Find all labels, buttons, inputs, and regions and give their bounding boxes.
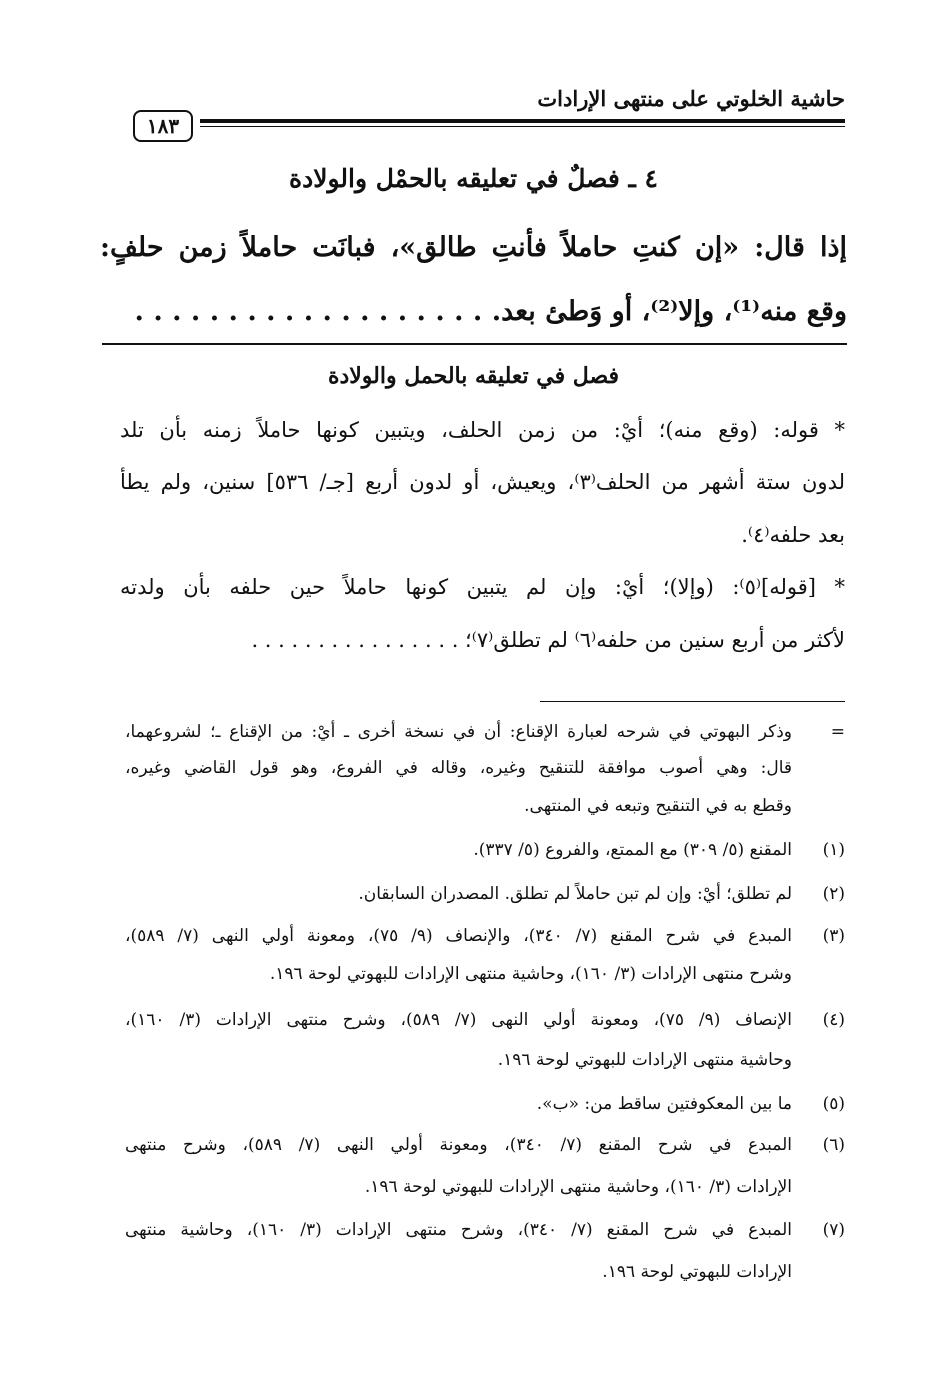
footnote-line: المبدع في شرح المقنع (٧/ ٣٤٠)، ومعونة أولي النهى (٧/ ٥٨٩)، وشرح منتهى [125,1135,792,1155]
commentary-line: * [قوله]⁽٥⁾: (وإلا)؛ أيْ: وإن لم يتبين كونها حاملاً حين حلفه بأن ولدته [120,575,846,599]
footnote-marker: (٢) [822,884,845,904]
matn-section-heading: ٤ ـ فصلٌ في تعليقه بالحمْل والولادة [289,164,658,193]
header-rule-thin [200,126,845,127]
footnote-line: الإرادات للبهوتي لوحة ١٩٦. [602,1262,792,1282]
footnote-marker: (٤) [822,1010,845,1030]
footnote-line: وقطع به في التنقيح وتبعه في المنتهى. [524,796,792,816]
footnote-line: وشرح منتهى الإرادات (٣/ ١٦٠)، وحاشية منتهى الإرادات للبهوتي لوحة ١٩٦. [269,964,792,984]
commentary-line: لدون ستة أشهر من الحلف⁽٣⁾، ويعيش، أو لدون أربع [جـ/ ٥٣٦] سنين، ولم يطأ [120,470,845,494]
footnote-separator [540,701,845,702]
commentary-heading: فصل في تعليقه بالحمل والولادة [327,363,620,389]
footnote-marker: (٣) [822,926,845,946]
footnote-line: قال: وهي أصوب موافقة للتنقيح وغيره، وقاله في الفروع، وهو قول القاضي وغيره، [125,758,792,778]
matn-line: وقع منه⁽¹⁾، وإلا⁽²⁾، أو وَطئ بعد. . . . . . . . . . . . . . . . . . . . [134,296,847,327]
footnote-marker: = [830,722,845,742]
footnote-line: المبدع في شرح المقنع (٧/ ٣٤٠)، والإنصاف (٩/ ٧٥)، ومعونة أولي النهى (٧/ ٥٨٩)، [125,926,793,946]
page-number: ١٨٣ [133,110,193,142]
footnote-marker: (١) [822,840,845,860]
footnote-line: المبدع في شرح المقنع (٧/ ٣٤٠)، وشرح منتهى الإرادات (٣/ ١٦٠)، وحاشية منتهى [125,1220,793,1240]
running-title: حاشية الخلوتي على منتهى الإرادات [537,86,845,111]
footnote-line: الإنصاف (٩/ ٧٥)، ومعونة أولي النهى (٧/ ٥٨٩)، وشرح منتهى الإرادات (٣/ ١٦٠)، [125,1010,792,1030]
footnote-marker: (٥) [822,1094,845,1114]
footnote-line: لم تطلق؛ أيْ: وإن لم تبن حاملاً لم تطلق. المصدران السابقان. [358,884,792,904]
footnote-line: وذكر البهوتي في شرحه لعبارة الإقناع: أن في نسخة أخرى ـ أيْ: من الإقناع ـ؛ لشروعهما، [125,722,792,742]
footnote-marker: (٦) [822,1135,845,1155]
commentary-line: لأكثر من أربع سنين من حلفه⁽٦⁾ لم تطلق⁽٧⁾؛ . . . . . . . . . . . . . . . . [251,628,845,652]
matn-divider [102,343,847,345]
footnote-line: ما بين المعكوفتين ساقط من: «ب». [536,1094,792,1114]
commentary-line: * قوله: (وقع منه)؛ أيْ: من زمن الحلف، ويتبين كونها حاملاً زمنه بأن تلد [120,418,845,442]
header-rule [200,119,845,123]
footnote-marker: (٧) [822,1220,845,1240]
footnote-line: المقنع (٥/ ٣٠٩) مع الممتع، والفروع (٥/ ٣٣٧). [473,840,792,860]
footnote-line: وحاشية منتهى الإرادات للبهوتي لوحة ١٩٦. [497,1050,792,1070]
footnote-line: الإرادات (٣/ ١٦٠)، وحاشية منتهى الإرادات للبهوتي لوحة ١٩٦. [364,1177,792,1197]
matn-line: إذا قال: «إن كنتِ حاملاً فأنتِ طالق»، فبانَت حاملاً زمن حلفٍ: [100,232,847,263]
commentary-line: بعد حلفه⁽٤⁾. [741,523,845,547]
